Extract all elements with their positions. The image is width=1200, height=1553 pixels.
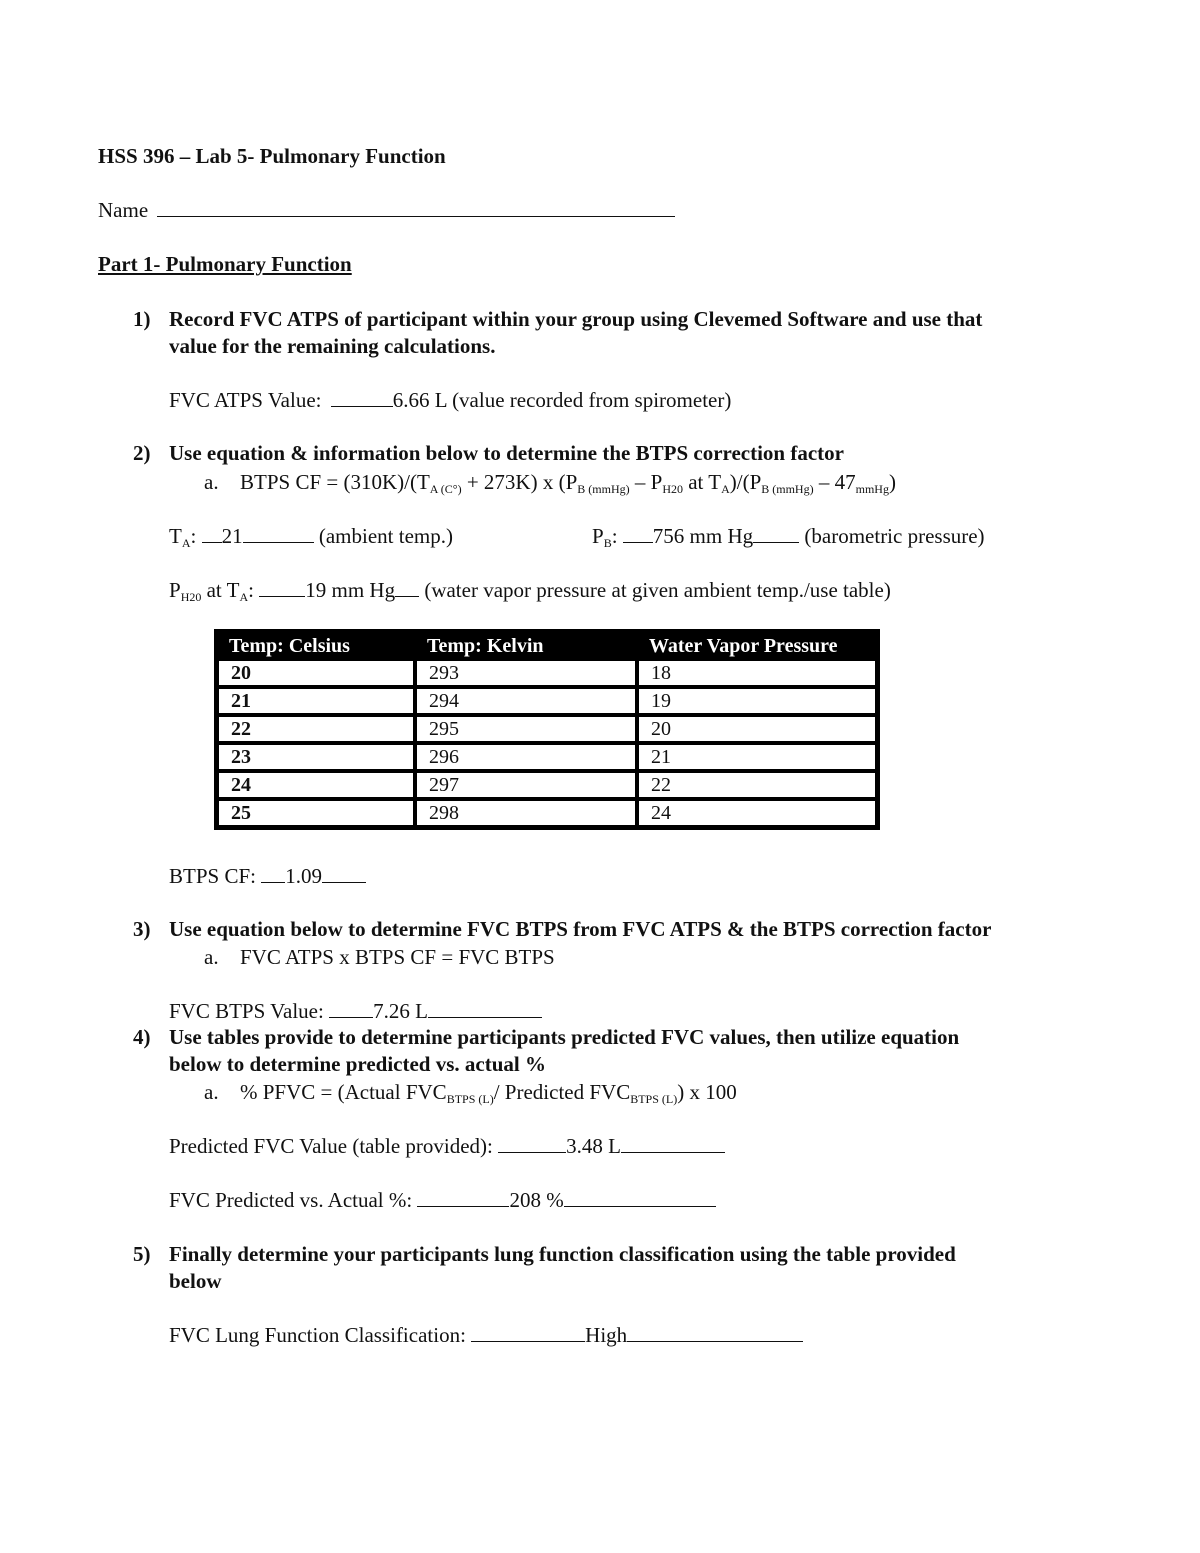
eq-part: at T [682,470,722,494]
ta-blank-right[interactable] [243,524,314,543]
eq-part: )/(P [729,470,762,494]
q3-text: Use equation below to determine FVC BTPS from FVC ATPS & the BTPS correction factor [169,917,992,941]
fvc-btps-value: 7.26 L [373,999,428,1023]
q3-sub-a-label: a. [204,945,219,969]
fvc-atps-note: (value recorded from spirometer) [452,388,732,412]
table-row [217,799,877,827]
btps-cf-label: BTPS CF: [169,864,256,888]
ta-label: T [169,524,182,548]
table-row [217,659,877,687]
cell-kelvin: 295 [415,715,637,743]
header-kelvin: Temp: Kelvin [415,632,637,659]
eq-part: ) [888,470,896,494]
q5-text-line2: below [169,1269,222,1293]
header-vapor-pressure: Water Vapor Pressure [637,632,877,659]
eq-subscript: BTPS (L) [630,1092,678,1106]
q5-number: 5) [133,1242,151,1266]
q1-answer-row [169,387,731,413]
pb-row [592,523,985,549]
part1-heading: Part 1- Pulmonary Function [98,252,352,276]
table-header-row [217,632,877,659]
ta-colon: : [190,524,197,548]
q2-text: Use equation & information below to determine the BTPS correction factor [169,441,844,465]
cell-vapor: 20 [637,715,877,743]
predicted-fvc-row [169,1133,725,1159]
ph20-value: 19 mm Hg [305,578,396,602]
predicted-fvc-blank-left[interactable] [498,1134,566,1153]
cell-celsius: 25 [217,799,415,827]
cell-kelvin: 296 [415,743,637,771]
q5-text-line1: Finally determine your participants lung function classification using the table provided [169,1242,956,1266]
eq-part: – 47 [813,470,856,494]
q4-text-line1: Use tables provide to determine participants predicted FVC values, then utilize equation [169,1025,960,1049]
eq-part: BTPS CF = (310K)/(T [240,470,430,494]
pb-blank-right[interactable] [753,524,799,543]
fvc-atps-blank[interactable] [331,388,393,407]
pb-note: (barometric pressure) [804,524,985,548]
btps-cf-value: 1.09 [285,864,322,888]
ta-note: (ambient temp.) [318,524,453,548]
cell-vapor: 22 [637,771,877,799]
table-row [217,715,877,743]
cell-kelvin: 293 [415,659,637,687]
ta-value: 21 [221,524,243,548]
classification-value: High [585,1323,628,1347]
q4-text-line2: below to determine predicted vs. actual % [169,1052,546,1076]
btps-cf-row [169,863,366,889]
eq-subscript: B (mmHg) [577,482,630,496]
btps-cf-blank-right[interactable] [322,864,366,883]
classification-blank-right[interactable] [627,1323,803,1342]
pb-subscript: B [603,536,612,550]
table-row [217,743,877,771]
header-celsius: Temp: Celsius [217,632,415,659]
table-row [217,771,877,799]
pct-row [169,1187,716,1213]
ph20-blank-right[interactable] [395,578,419,597]
ph20-label: P [169,578,181,602]
fvc-btps-blank-left[interactable] [329,999,373,1018]
fvc-btps-row [169,998,542,1024]
q1-text-line1: Record FVC ATPS of participant within your group using Clevemed Software and use that [169,307,983,331]
q4-number: 4) [133,1025,151,1049]
cell-celsius: 24 [217,771,415,799]
document-title: HSS 396 – Lab 5- Pulmonary Function [98,144,446,168]
fvc-btps-blank-right[interactable] [428,999,542,1018]
eq-subscript: B (mmHg) [761,482,814,496]
fvc-atps-label: FVC ATPS Value: [169,388,322,412]
classification-blank-left[interactable] [471,1323,585,1342]
fvc-btps-label: FVC BTPS Value: [169,999,324,1023]
ph20-note: (water vapor pressure at given ambient temp./use table) [424,578,891,602]
cell-vapor: 19 [637,687,877,715]
pb-blank-left[interactable] [623,524,653,543]
cell-celsius: 20 [217,659,415,687]
cell-kelvin: 294 [415,687,637,715]
btps-cf-equation [240,469,896,495]
pct-blank-right[interactable] [564,1188,716,1207]
name-input-line[interactable] [157,198,675,217]
btps-cf-blank-left[interactable] [261,864,285,883]
classification-label: FVC Lung Function Classification: [169,1323,466,1347]
ph20-subscript: H20 [180,590,202,604]
pct-label: FVC Predicted vs. Actual %: [169,1188,413,1212]
q2-sub-a-label: a. [204,470,219,494]
cell-celsius: 23 [217,743,415,771]
name-label: Name [98,198,149,222]
cell-vapor: 21 [637,743,877,771]
eq-subscript: mmHg [855,482,889,496]
pb-value: 756 mm Hg [652,524,754,548]
q1-number: 1) [133,307,151,331]
cell-kelvin: 298 [415,799,637,827]
water-vapor-table [214,629,880,830]
predicted-fvc-value: 3.48 L [566,1134,621,1158]
pb-colon: : [611,524,618,548]
table-row [217,687,877,715]
eq-subscript: H20 [662,482,683,496]
eq-subscript: A [721,482,730,496]
q3-number: 3) [133,917,151,941]
eq-part: ) x 100 [677,1080,737,1104]
eq-subscript: BTPS (L) [446,1092,494,1106]
ph20-at: at T [201,578,240,602]
fvc-btps-equation: FVC ATPS x BTPS CF = FVC BTPS [240,945,555,969]
fvc-atps-value: 6.66 L [392,388,447,412]
pfvc-equation [240,1079,737,1105]
ph20-colon: : [248,578,254,602]
q2-number: 2) [133,441,151,465]
pct-value: 208 % [509,1188,564,1212]
eq-subscript: A (C°) [429,482,462,496]
ph20-blank-left[interactable] [259,578,305,597]
ta-row [169,523,453,549]
name-field-row [98,197,675,223]
cell-celsius: 22 [217,715,415,743]
pb-label: P [592,524,604,548]
classification-row [169,1322,803,1348]
ta-subscript: A [181,536,191,550]
eq-part: % PFVC = (Actual FVC [240,1080,447,1104]
eq-part: / Predicted FVC [493,1080,631,1104]
ph20-row [169,577,891,603]
predicted-fvc-label: Predicted FVC Value (table provided): [169,1134,493,1158]
q4-sub-a-label: a. [204,1080,219,1104]
predicted-fvc-blank-right[interactable] [621,1134,725,1153]
q1-text-line2: value for the remaining calculations. [169,334,496,358]
ph20-subscript-a: A [239,590,249,604]
cell-vapor: 18 [637,659,877,687]
ta-blank-left[interactable] [202,524,222,543]
eq-part: + 273K) x (P [461,470,578,494]
cell-vapor: 24 [637,799,877,827]
cell-kelvin: 297 [415,771,637,799]
pct-blank-left[interactable] [417,1188,509,1207]
cell-celsius: 21 [217,687,415,715]
eq-part: – P [629,470,663,494]
